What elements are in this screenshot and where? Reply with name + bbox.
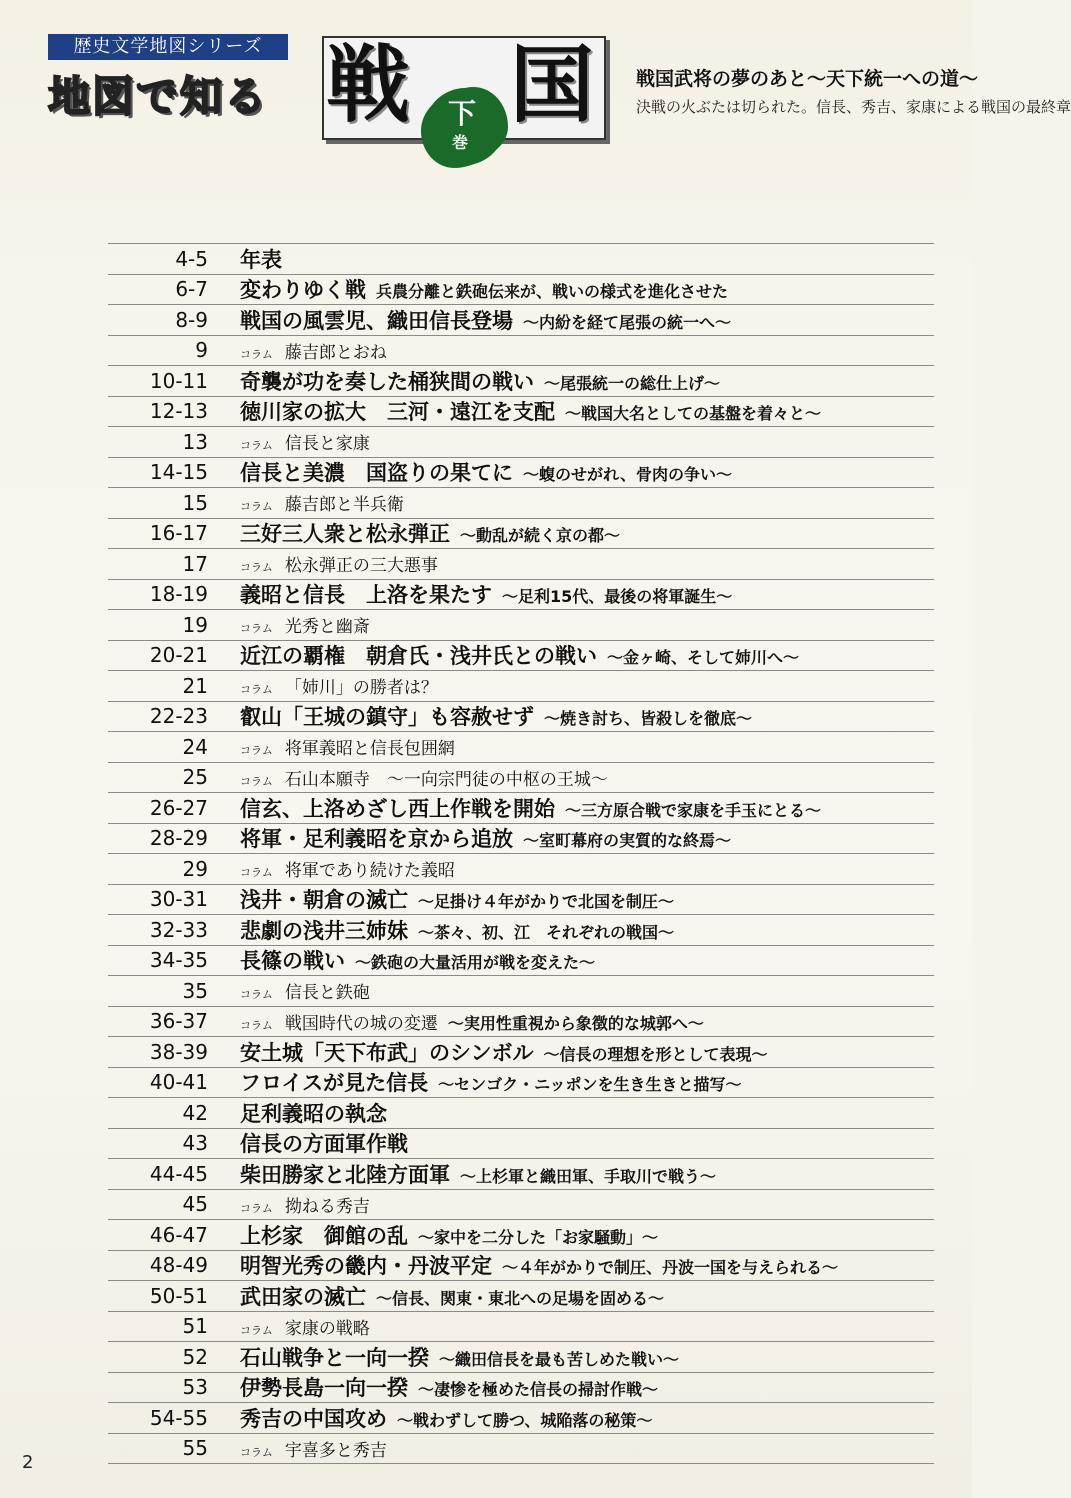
column-title: 将軍義昭と信長包囲網 xyxy=(284,739,455,760)
toc-entry xyxy=(108,396,934,427)
toc-page-range: 26-27 xyxy=(149,795,208,820)
column-title: 石山本願寺 〜一向宗門徒の中枢の王城〜 xyxy=(284,769,608,790)
toc-entry-text xyxy=(240,640,799,670)
toc-entry xyxy=(108,1219,934,1250)
chapter-subtitle: 〜戦わずして勝つ、城陥落の秘策〜 xyxy=(397,1410,653,1430)
toc-entry-text xyxy=(240,978,370,1003)
toc-entry-text xyxy=(240,1128,408,1158)
toc-entry xyxy=(108,579,934,610)
column-title: 松永弾正の三大悪事 xyxy=(284,556,438,577)
chapter-title: 石山戦争と一向一揆 xyxy=(240,1344,429,1370)
toc-page-range: 48-49 xyxy=(149,1253,208,1278)
toc-entry-text xyxy=(240,1067,742,1097)
chapter-subtitle: 〜焼き討ち、皆殺しを徹底〜 xyxy=(544,709,753,729)
toc-entry xyxy=(108,548,934,579)
toc-entry-text xyxy=(240,1403,652,1433)
toc-entry xyxy=(108,823,934,854)
chapter-title: 近江の覇権 朝倉氏・浅井氏との戦い xyxy=(240,643,597,669)
toc-entry-text xyxy=(240,1220,658,1250)
toc-entry-text xyxy=(240,884,674,914)
toc-entry-text xyxy=(240,1250,838,1280)
toc-entry xyxy=(108,1067,934,1098)
toc-entry-text xyxy=(240,366,720,396)
toc-entry xyxy=(108,945,934,976)
toc-page-range: 13 xyxy=(182,429,208,454)
toc-entry-text xyxy=(240,1192,370,1217)
column-title: 拗ねる秀吉 xyxy=(284,1196,370,1217)
toc-page-range: 6-7 xyxy=(175,277,208,302)
toc-entry xyxy=(108,457,934,488)
toc-entry-text xyxy=(240,551,438,576)
chapter-subtitle: 〜尾張統一の総仕上げ〜 xyxy=(544,373,721,393)
toc-entry xyxy=(108,1372,934,1403)
toc-page-range: 51 xyxy=(182,1314,208,1339)
toc-entry xyxy=(108,243,934,274)
chapter-title: 三好三人衆と松永弾正 xyxy=(240,521,450,547)
toc-entry xyxy=(108,1036,934,1067)
toc-entry xyxy=(108,1311,934,1342)
chapter-subtitle: 〜動乱が続く京の都〜 xyxy=(460,526,621,546)
toc-entry-text xyxy=(240,1009,704,1034)
chapter-title: 安土城「天下布武」のシンボル xyxy=(240,1039,534,1065)
toc-page-range: 54-55 xyxy=(149,1405,208,1430)
chapter-subtitle: 〜室町幕府の実質的な終焉〜 xyxy=(523,831,732,851)
toc-entry xyxy=(108,1006,934,1037)
column-title: 将軍であり続けた義昭 xyxy=(284,861,455,882)
chapter-title: 柴田勝家と北陸方面軍 xyxy=(240,1161,450,1187)
series-label: 歴史文学地図シリーズ xyxy=(48,34,288,60)
toc-entry-text xyxy=(240,1436,387,1461)
toc-entry-text xyxy=(240,915,674,945)
toc-page-range: 46-47 xyxy=(149,1222,208,1247)
chapter-subtitle: 〜４年がかりで制圧、丹波一国を与えられる〜 xyxy=(502,1258,839,1278)
toc-page-range: 36-37 xyxy=(149,1009,208,1034)
toc-entry-text xyxy=(240,1314,370,1339)
toc-entry xyxy=(108,792,934,823)
toc-page-range: 8-9 xyxy=(175,307,208,332)
toc-entry xyxy=(108,914,934,945)
headline: 戦国武将の夢のあと〜天下統一への道〜 xyxy=(636,68,979,90)
column-tag: コラム xyxy=(240,439,273,453)
toc-entry-text xyxy=(240,734,455,759)
toc-entry xyxy=(108,1280,934,1311)
toc-page-range: 52 xyxy=(182,1344,208,1369)
toc-entry xyxy=(108,1250,934,1281)
chapter-title: 将軍・足利義昭を京から追放 xyxy=(240,826,513,852)
chapter-title: 年表 xyxy=(240,246,282,272)
toc-entry xyxy=(108,487,934,518)
chapter-title: 武田家の滅亡 xyxy=(240,1283,366,1309)
toc-page-range: 35 xyxy=(182,978,208,1003)
chapter-title: 信玄、上洛めざし西上作戦を開始 xyxy=(240,795,555,821)
toc-page-range: 25 xyxy=(182,765,208,790)
column-tag: コラム xyxy=(240,744,273,758)
chapter-title: 伊勢長島一向一揆 xyxy=(240,1375,408,1401)
toc-page-range: 19 xyxy=(182,612,208,637)
table-of-contents xyxy=(108,243,934,1464)
toc-entry xyxy=(108,426,934,457)
toc-page-range: 17 xyxy=(182,551,208,576)
toc-page-range: 18-19 xyxy=(149,582,208,607)
toc-page-range: 12-13 xyxy=(149,399,208,424)
toc-page-range: 38-39 xyxy=(149,1039,208,1064)
chapter-title: 秀吉の中国攻め xyxy=(240,1405,387,1431)
chapter-subtitle: 〜織田信長を最も苦しめた戦い〜 xyxy=(439,1349,680,1369)
toc-page-range: 29 xyxy=(182,856,208,881)
toc-entry-text xyxy=(240,274,728,304)
column-title: 信長と家康 xyxy=(284,434,370,455)
chapter-subtitle: 〜金ヶ崎、そして姉川へ〜 xyxy=(607,648,800,668)
toc-entry-text xyxy=(240,518,620,548)
toc-page-range: 30-31 xyxy=(149,887,208,912)
column-tag: コラム xyxy=(240,622,273,636)
subline: 決戦の火ぶたは切られた。信長、秀吉、家康による戦国の最終章 xyxy=(636,98,1071,116)
toc-entry-text xyxy=(240,396,821,426)
toc-entry-text xyxy=(240,457,732,487)
toc-entry xyxy=(108,640,934,671)
toc-entry xyxy=(108,518,934,549)
toc-entry xyxy=(108,274,934,305)
toc-entry-text xyxy=(240,338,387,363)
toc-entry-text xyxy=(240,579,732,609)
column-title: 戦国時代の城の変遷 xyxy=(284,1013,438,1034)
chapter-subtitle: 〜信長、関東・東北への足場を固める〜 xyxy=(376,1288,665,1308)
chapter-title: 徳川家の拡大 三河・遠江を支配 xyxy=(240,399,555,425)
toc-entry-text xyxy=(240,612,370,637)
column-tag: コラム xyxy=(240,1445,273,1459)
toc-entry-text xyxy=(240,1342,679,1372)
toc-entry-text xyxy=(240,856,455,881)
toc-entry-text xyxy=(240,945,595,975)
chapter-subtitle: 〜三方原合戦で家康を手玉にとる〜 xyxy=(565,800,822,820)
toc-page-range: 10-11 xyxy=(149,368,208,393)
chapter-title: 足利義昭の執念 xyxy=(240,1100,387,1126)
toc-entry xyxy=(108,365,934,396)
chapter-title: 明智光秀の畿内・丹波平定 xyxy=(240,1253,492,1279)
toc-entry xyxy=(108,853,934,884)
toc-entry xyxy=(108,1433,934,1465)
toc-entry xyxy=(108,1341,934,1372)
toc-entry-text xyxy=(240,765,608,790)
toc-page-range: 21 xyxy=(182,673,208,698)
column-tag: コラム xyxy=(240,866,273,880)
column-tag: コラム xyxy=(240,1323,273,1337)
toc-entry-text xyxy=(240,1037,768,1067)
column-tag: コラム xyxy=(240,561,273,575)
toc-entry xyxy=(108,1097,934,1128)
toc-page-range: 20-21 xyxy=(149,643,208,668)
column-tag: コラム xyxy=(240,347,273,361)
column-tag: コラム xyxy=(240,988,273,1002)
toc-page-range: 22-23 xyxy=(149,704,208,729)
chapter-title: 悲劇の浅井三姉妹 xyxy=(240,917,408,943)
toc-page-range: 32-33 xyxy=(149,917,208,942)
column-title: 家康の戦略 xyxy=(284,1318,370,1339)
toc-entry xyxy=(108,1402,934,1433)
toc-page-range: 44-45 xyxy=(149,1161,208,1186)
volume-mark-top: 下 xyxy=(448,97,477,130)
chapter-subtitle: 〜実用性重視から象徴的な城郭へ〜 xyxy=(447,1013,704,1033)
chapter-subtitle: 〜足掛け４年がかりで北国を制圧〜 xyxy=(418,892,675,912)
volume-mark-bottom: 巻 xyxy=(452,133,469,152)
toc-entry-text xyxy=(240,1281,664,1311)
chapter-title: 信長の方面軍作戦 xyxy=(240,1131,408,1157)
column-title: 信長と鉄砲 xyxy=(284,983,370,1004)
chapter-subtitle: 〜上杉軍と織田軍、手取川で戦う〜 xyxy=(460,1166,717,1186)
chapter-title: 変わりゆく戦 xyxy=(240,277,366,303)
toc-entry-text xyxy=(240,673,438,698)
chapter-title: 信長と美濃 国盗りの果てに xyxy=(240,460,513,486)
toc-page-range: 4-5 xyxy=(175,246,208,271)
chapter-title: 浅井・朝倉の滅亡 xyxy=(240,887,408,913)
chapter-subtitle: 〜茶々、初、江 それぞれの戦国〜 xyxy=(418,922,675,942)
toc-entry xyxy=(108,884,934,915)
column-tag: コラム xyxy=(240,500,273,514)
toc-entry xyxy=(108,670,934,701)
toc-entry xyxy=(108,731,934,762)
column-tag: コラム xyxy=(240,774,273,788)
chapter-title: フロイスが見た信長 xyxy=(240,1070,429,1096)
toc-entry-text xyxy=(240,305,731,335)
chapter-subtitle: 〜足利15代、最後の将軍誕生〜 xyxy=(502,587,733,607)
chapter-title: 叡山「王城の鎮守」も容赦せず xyxy=(240,704,534,730)
toc-entry xyxy=(108,609,934,640)
chapter-subtitle: 〜鉄砲の大量活用が戦を変えた〜 xyxy=(355,953,596,973)
toc-page-range: 40-41 xyxy=(149,1070,208,1095)
chapter-title: 長篠の戦い xyxy=(240,948,345,974)
column-title: 「姉川」の勝者は？ xyxy=(284,678,438,699)
toc-page-range: 14-15 xyxy=(149,460,208,485)
toc-entry xyxy=(108,762,934,793)
title-char-sen: 戦 xyxy=(326,35,411,134)
chapter-subtitle: 兵農分離と鉄砲伝来が、戦いの様式を進化させた xyxy=(376,282,729,302)
toc-entry xyxy=(108,335,934,366)
toc-entry xyxy=(108,975,934,1006)
series-subtitle: 地図で知る xyxy=(48,72,269,121)
toc-page-range: 42 xyxy=(182,1100,208,1125)
toc-entry xyxy=(108,304,934,335)
column-tag: コラム xyxy=(240,1018,273,1032)
column-title: 宇喜多と秀吉 xyxy=(284,1440,387,1461)
toc-entry-text xyxy=(240,793,821,823)
chapter-subtitle: 〜凄惨を極めた信長の掃討作戦〜 xyxy=(418,1380,659,1400)
toc-entry-text xyxy=(240,429,370,454)
toc-page-range: 9 xyxy=(195,338,208,363)
title-char-koku: 国 xyxy=(510,35,595,134)
toc-entry-text xyxy=(240,1372,658,1402)
chapter-subtitle: 〜センゴク・ニッポンを生き生きと描写〜 xyxy=(438,1075,742,1095)
toc-entry-text xyxy=(240,1159,716,1189)
column-tag: コラム xyxy=(240,683,273,697)
chapter-title: 上杉家 御館の乱 xyxy=(240,1222,408,1248)
toc-page-range: 55 xyxy=(182,1436,208,1461)
toc-page-range: 53 xyxy=(182,1375,208,1400)
chapter-subtitle: 〜戦国大名としての基盤を着々と〜 xyxy=(565,404,822,424)
chapter-subtitle: 〜内紛を経て尾張の統一へ〜 xyxy=(523,312,732,332)
toc-entry xyxy=(108,1128,934,1159)
column-title: 光秀と幽斎 xyxy=(284,617,370,638)
toc-page-range: 43 xyxy=(182,1131,208,1156)
column-title: 藤吉郎とおね xyxy=(284,342,387,363)
toc-page-range: 15 xyxy=(182,490,208,515)
chapter-subtitle: 〜家中を二分した「お家騒動」〜 xyxy=(418,1227,659,1247)
toc-page-range: 28-29 xyxy=(149,826,208,851)
toc-entry-text xyxy=(240,490,404,515)
chapter-title: 義昭と信長 上洛を果たす xyxy=(240,582,492,608)
chapter-title: 戦国の風雲児、織田信長登場 xyxy=(240,307,513,333)
chapter-title: 奇襲が功を奏した桶狭間の戦い xyxy=(240,368,534,394)
column-title: 藤吉郎と半兵衛 xyxy=(284,495,404,516)
page-number: 2 xyxy=(22,1452,34,1473)
toc-entry xyxy=(108,1189,934,1220)
toc-page-range: 24 xyxy=(182,734,208,759)
chapter-subtitle: 〜蝮のせがれ、骨肉の争い〜 xyxy=(523,465,732,485)
toc-entry xyxy=(108,701,934,732)
toc-page-range: 50-51 xyxy=(149,1283,208,1308)
column-tag: コラム xyxy=(240,1201,273,1215)
toc-page-range: 45 xyxy=(182,1192,208,1217)
toc-entry-text xyxy=(240,1098,387,1128)
toc-entry-text xyxy=(240,244,282,274)
toc-entry-text xyxy=(240,701,752,731)
toc-page-range: 34-35 xyxy=(149,948,208,973)
chapter-subtitle: 〜信長の理想を形として表現〜 xyxy=(543,1044,768,1064)
toc-entry-text xyxy=(240,823,731,853)
toc-page-range: 16-17 xyxy=(149,521,208,546)
toc-entry xyxy=(108,1158,934,1189)
